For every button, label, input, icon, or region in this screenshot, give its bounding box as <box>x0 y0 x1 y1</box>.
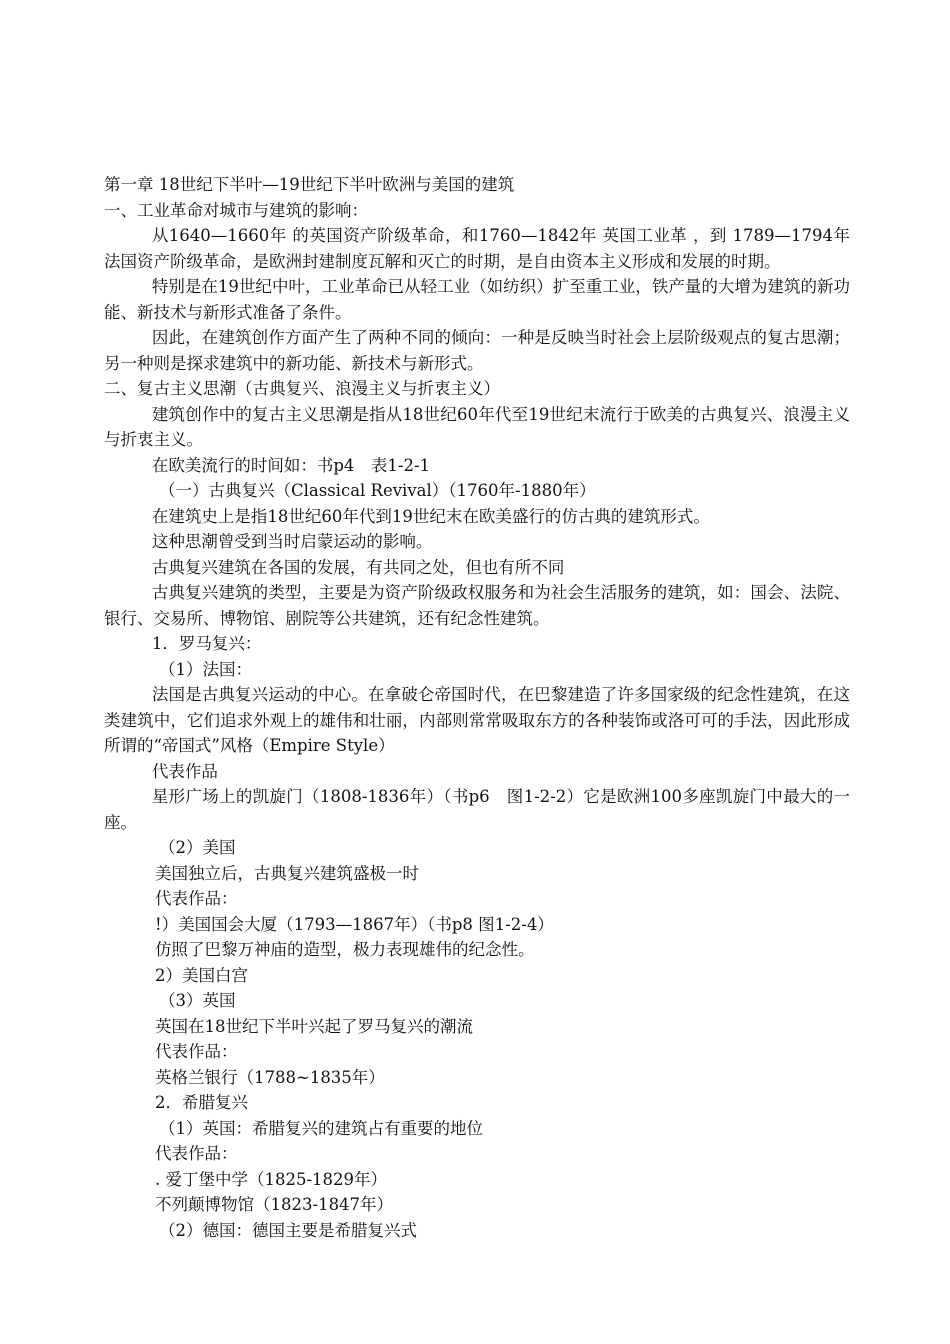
paragraph: !）美国国会大厦（1793—1867年）（书p8 图1-2-4） <box>155 914 554 934</box>
paragraph: 在建筑史上是指18世纪60年代到19世纪末在欧美盛行的仿古典的建筑形式。 <box>151 506 710 526</box>
paragraph: 英国在18世纪下半叶兴起了罗马复兴的潮流 <box>155 1016 473 1036</box>
list-item-england: （3）英国 <box>159 991 236 1010</box>
paragraph: . 爱丁堡中学（1825-1829年） <box>155 1169 388 1189</box>
paragraph: 不列颠博物馆（1823-1847年） <box>155 1195 394 1214</box>
paragraph: 2）美国白宫 <box>155 965 248 985</box>
list-item-france: （1）法国： <box>159 659 252 679</box>
paragraph: 古典复兴建筑的类型，主要是为资产阶级政权服务和为社会生活服务的建筑，如：国会、法院、银行、交易所、博物馆、剧院等公共建筑，还有纪念性建筑。 <box>104 583 850 628</box>
paragraph: 在欧美流行的时间如：书p4 表1-2-1 <box>151 455 431 475</box>
list-item-england-greek: （1）英国：希腊复兴的建筑占有重要的地位 <box>159 1118 483 1138</box>
paragraph: 法国是古典复兴运动的中心。在拿破仑帝国时代，在巴黎建造了许多国家级的纪念性建筑，在这类建筑中，它们追求外观上的雄伟和壮丽，内部则常常吸取东方的各种装饰或洛可可的手法，因此形成所谓的“帝国式”风格（Empire Style） <box>104 685 850 755</box>
list-item-usa: （2）美国 <box>159 838 236 857</box>
paragraph: 英格兰银行（1788~1835年） <box>155 1067 385 1087</box>
paragraph: 从1640—1660年 的英国资产阶级革命，和1760—1842年 英国工业革 ，到 1789—1794年 法国资产阶级革命，是欧洲封建制度瓦解和灭亡的时期，是自由资本主义形成和发展的时期。 <box>104 226 850 271</box>
list-heading-roman-revival: 1．罗马复兴： <box>151 634 262 653</box>
paragraph: 星形广场上的凯旋门（1808-1836年）（书p6 图1-2-2）它是欧洲100多座凯旋门中最大的一座。 <box>104 787 850 832</box>
paragraph: 特别是在19世纪中叶，工业革命已从轻工业（如纺织）扩至重工业，铁产量的大增为建筑的新功能、新技术与新形式准备了条件。 <box>104 277 850 322</box>
representative-works-label: 代表作品： <box>155 889 238 908</box>
list-item-germany: （2）德国：德国主要是希腊复兴式 <box>159 1220 417 1240</box>
representative-works-label: 代表作品 <box>151 761 218 781</box>
representative-works-label: 代表作品： <box>155 1042 238 1061</box>
list-heading-greek-revival: 2．希腊复兴 <box>155 1093 248 1112</box>
section-heading-industrial-revolution: 一、工业革命对城市与建筑的影响： <box>104 200 368 220</box>
section-heading-revivalism: 二、复古主义思潮（古典复兴、浪漫主义与折衷主义） <box>104 379 500 398</box>
paragraph: 因此，在建筑创作方面产生了两种不同的倾向：一种是反映当时社会上层阶级观点的复古思潮；另一种则是探求建筑中的新功能、新技术与新形式。 <box>104 328 850 373</box>
paragraph: 美国独立后，古典复兴建筑盛极一时 <box>155 863 419 883</box>
subsection-heading-classical-revival: （一）古典复兴（Classical Revival）（1760年-1880年） <box>159 481 596 500</box>
document-page <box>104 172 850 1243</box>
paragraph: 仿照了巴黎万神庙的造型，极力表现雄伟的纪念性。 <box>155 940 535 959</box>
paragraph: 古典复兴建筑在各国的发展，有共同之处，但也有所不同 <box>151 557 565 577</box>
paragraph: 这种思潮曾受到当时启蒙运动的影响。 <box>151 532 433 551</box>
chapter-title: 第一章 18世纪下半叶—19世纪下半叶欧洲与美国的建筑 <box>104 175 515 194</box>
paragraph: 建筑创作中的复古主义思潮是指从18世纪60年代至19世纪末流行于欧美的古典复兴、浪漫主义与折衷主义。 <box>104 404 850 449</box>
representative-works-label: 代表作品： <box>155 1144 238 1163</box>
